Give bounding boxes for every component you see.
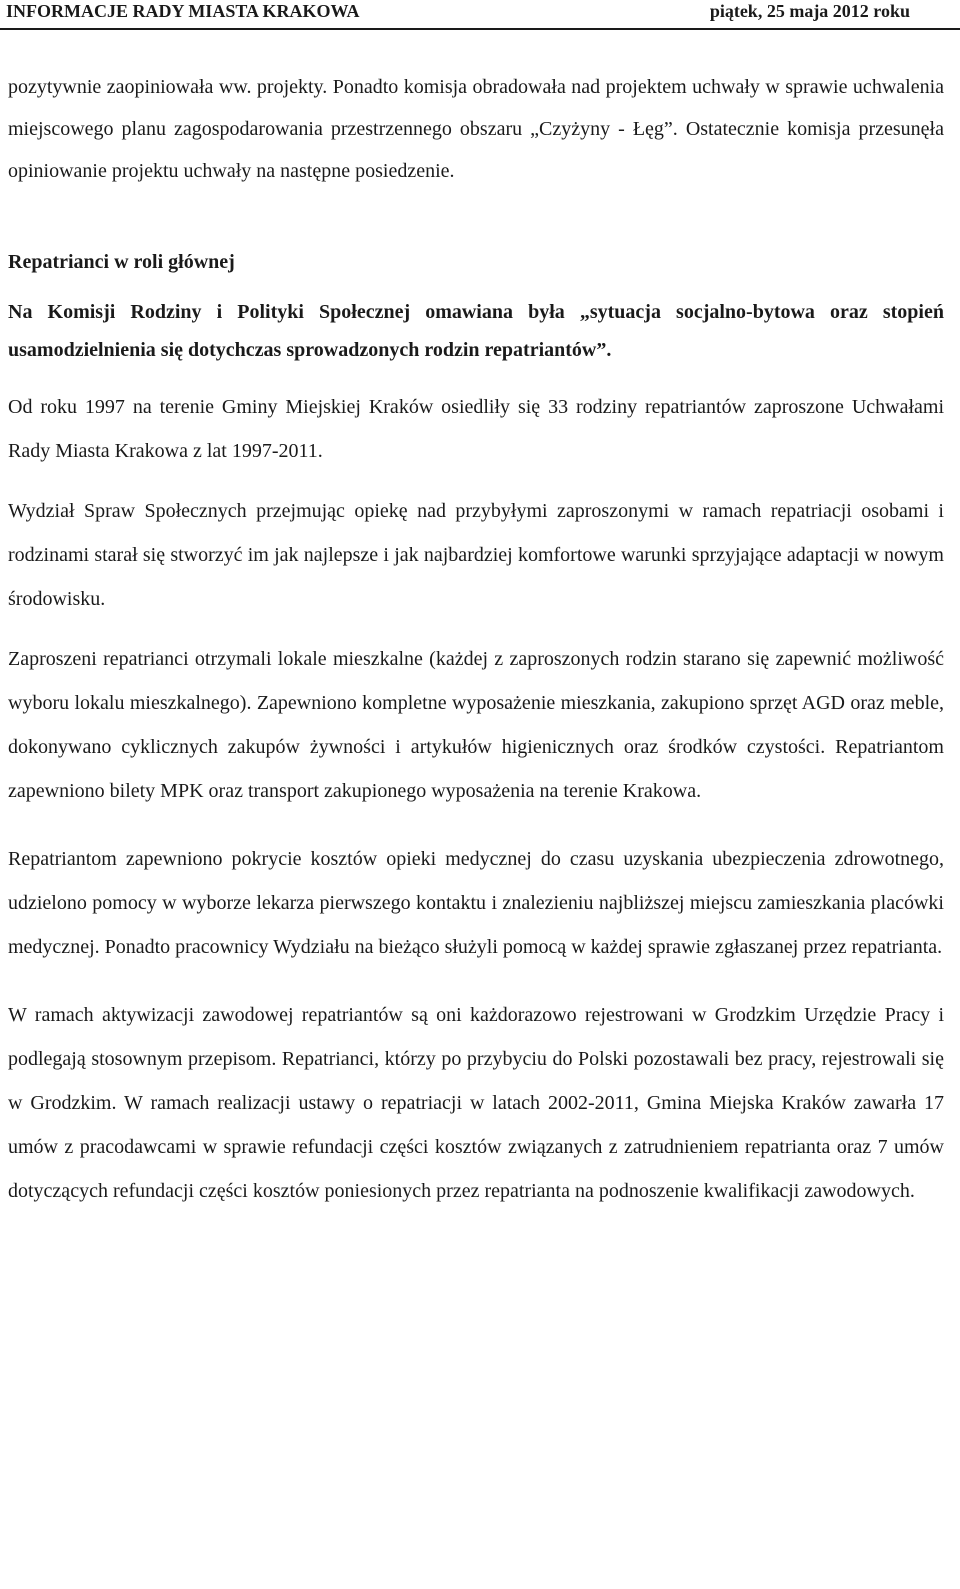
paragraph-families: Od roku 1997 na terenie Gminy Miejskiej Kraków osiedliły się 33 rodziny repatriantów zaproszone Uchwałami Rady Miasta Krakowa z lat 1997-2011. — [8, 396, 944, 462]
intro-paragraph: pozytywnie zaopiniowała ww. projekty. Ponadto komisja obradowała nad projektem uchwały w sprawie uchwalenia miejscowego planu zagospodarowania przestrzennego obszaru „Czyżyny - Łęg”. Ostatecznie komisja przesunęła opiniowanie projektu uchwały na następne posiedzenie. — [8, 76, 944, 182]
paragraph-social-care: Wydział Spraw Społecznych przejmując opiekę nad przybyłymi zaproszonymi w ramach repatriacji osobami i rodzinami starał się stworzyć im jak najlepsze i jak najbardziej komfortowe warunki sprzyjające adaptacji w nowym środowisku. — [8, 500, 944, 610]
article-body — [8, 66, 944, 1213]
lede-paragraph: Na Komisji Rodziny i Polityki Społecznej omawiana była „sytuacja socjalno-bytowa oraz stopień usamodzielnienia się dotychczas sprowadzonych rodzin repatriantów”. — [8, 301, 944, 361]
page-header — [0, 0, 960, 30]
section-heading: Repatrianci w roli głównej — [8, 251, 235, 273]
paragraph-housing: Zaproszeni repatrianci otrzymali lokale mieszkalne (każdej z zaproszonych rodzin starano się zapewnić możliwość wyboru lokalu mieszkalnego). Zapewniono kompletne wyposażenie mieszkania, zakupiono sprzęt AGD oraz meble, dokonywano cyklicznych zakupów żywności i artykułów higienicznych oraz środków czystości. Repatriantom zapewniono bilety MPK oraz transport zakupionego wyposażenia na terenie Krakowa. — [8, 648, 944, 802]
paragraph-medical: Repatriantom zapewniono pokrycie kosztów opieki medycznej do czasu uzyskania ubezpieczenia zdrowotnego, udzielono pomocy w wyborze lekarza pierwszego kontaktu i znalezieniu najbliższej miejscu zamieszkania placówki medycznej. Ponadto pracownicy Wydziału na bieżąco służyli pomocą w każdej sprawie zgłaszanej przez repatrianta. — [8, 848, 944, 958]
issue-date: piątek, 25 maja 2012 roku — [709, 1, 910, 21]
paragraph-employment: W ramach aktywizacji zawodowej repatriantów są oni każdorazowo rejestrowani w Grodzkim Urzędzie Pracy i podlegają stosownym przepisom. Repatrianci, którzy po przybyciu do Polski pozostawali bez pracy, rejestrowali się w Grodzkim. W ramach realizacji ustawy o repatriacji w latach 2002-2011, Gmina Miejska Kraków zawarła 17 umów z pracodawcami w sprawie refundacji części kosztów związanych z zatrudnieniem repatrianta oraz 7 umów dotyczących refundacji części kosztów poniesionych przez repatrianta na podnoszenie kwalifikacji zawodowych. — [8, 1004, 944, 1202]
newsletter-title: INFORMACJE RADY MIASTA KRAKOWA — [6, 1, 360, 21]
